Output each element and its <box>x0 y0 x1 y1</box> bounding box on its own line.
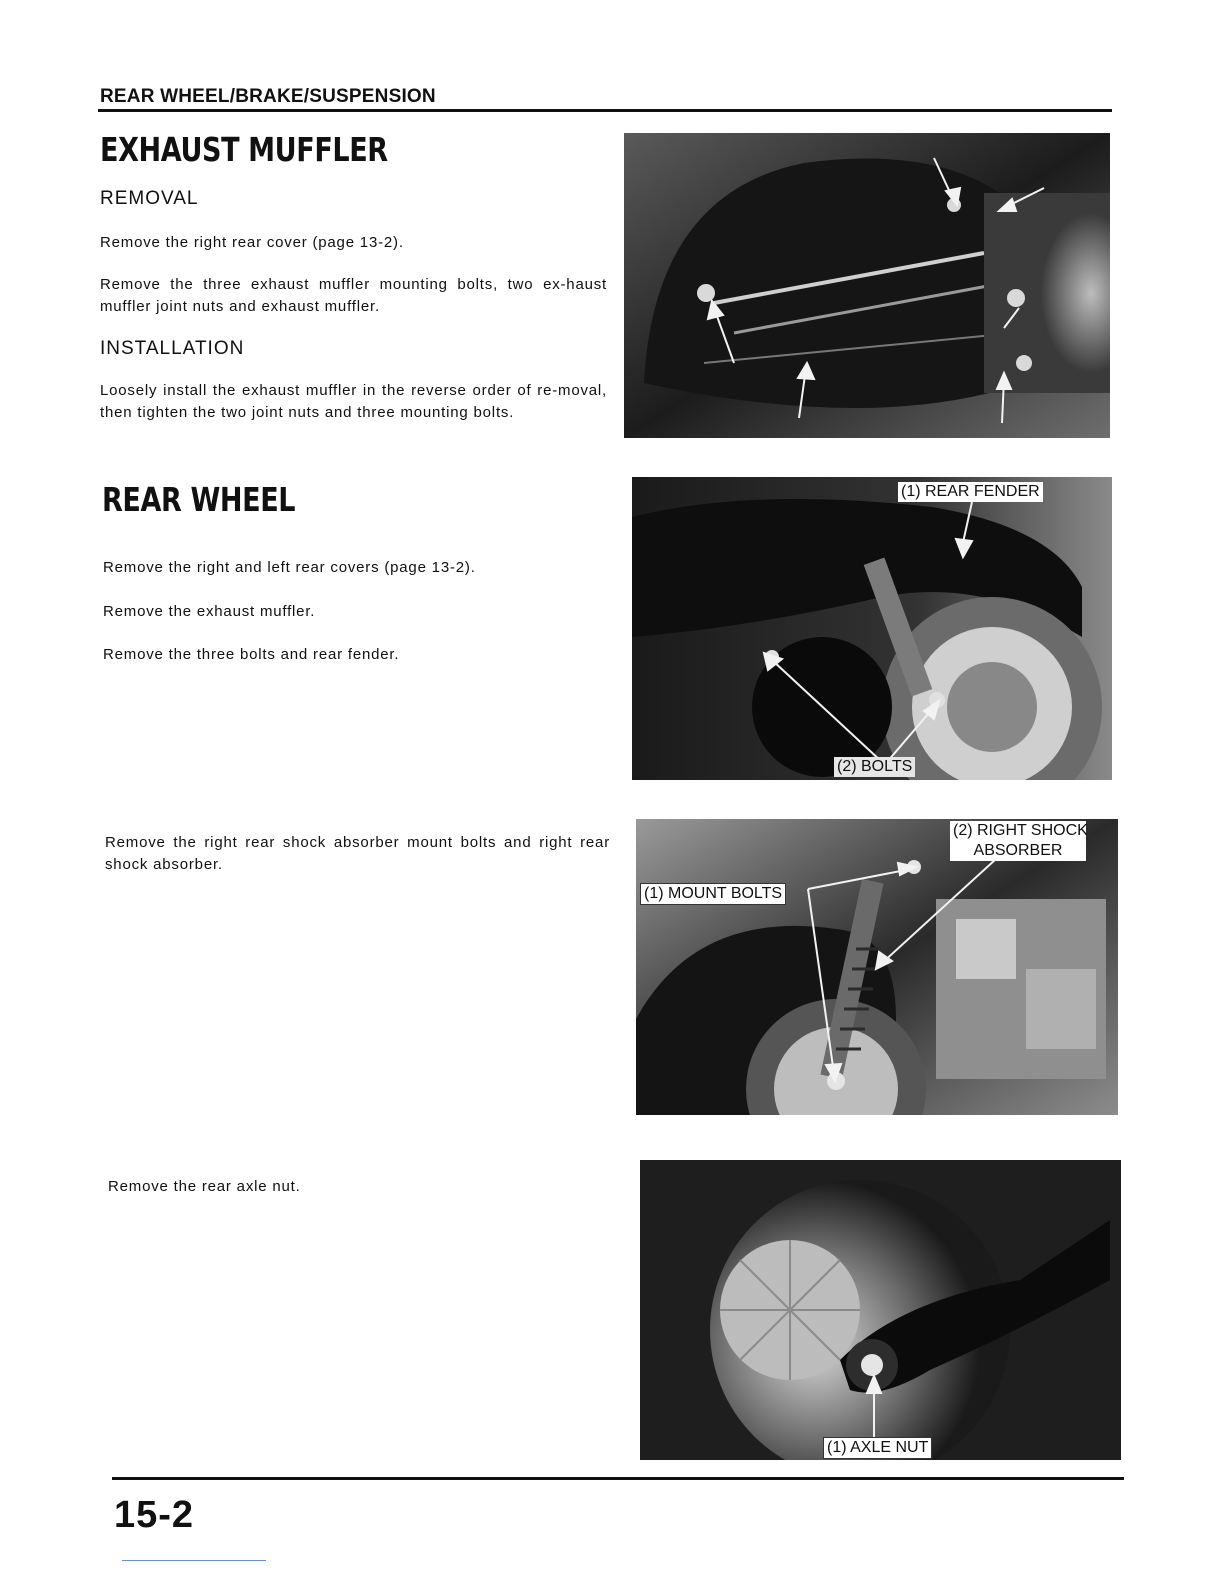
callout-mount-bolts: (1) MOUNT BOLTS <box>640 883 786 905</box>
footer-divider <box>112 1477 1124 1480</box>
callout-right-shock-absorber <box>950 821 1086 861</box>
page-number: 15-2 <box>114 1494 195 1536</box>
rear-wheel-title: REAR WHEEL <box>102 480 296 519</box>
installation-text: Loosely install the exhaust muffler in the reverse order of re-moval, then tighten the two joint nuts and three mounting bolts. <box>100 382 607 421</box>
installation-heading: INSTALLATION <box>100 338 245 359</box>
shock-absorber-photo <box>636 819 1118 1115</box>
header-divider <box>98 109 1112 112</box>
callout-right-shock-line1: (2) RIGHT SHOCK <box>953 822 1088 839</box>
rear-wheel-step-3: Remove the three bolts and rear fender. <box>103 646 400 663</box>
callout-right-shock-line2: ABSORBER <box>973 842 1063 859</box>
exhaust-muffler-title: EXHAUST MUFFLER <box>100 130 388 169</box>
rear-wheel-step-5: Remove the rear axle nut. <box>108 1178 301 1195</box>
removal-step-2: Remove the three exhaust muffler mounting bolts, two ex-haust muffler joint nuts and exhaust muffler. <box>100 276 607 315</box>
callout-axle-nut: (1) AXLE NUT <box>823 1437 932 1459</box>
rear-wheel-step-1: Remove the right and left rear covers (page 13-2). <box>103 559 476 576</box>
rear-fender-photo <box>632 477 1112 780</box>
callout-bolts: (2) BOLTS <box>834 757 915 777</box>
exhaust-muffler-photo <box>624 133 1110 438</box>
bottom-accent-line <box>122 1560 266 1561</box>
rear-wheel-step-4: Remove the right rear shock absorber mount bolts and right rear shock absorber. <box>105 834 610 873</box>
rear-wheel-step-2: Remove the exhaust muffler. <box>103 603 316 620</box>
section-header: REAR WHEEL/BRAKE/SUSPENSION <box>100 86 436 107</box>
axle-nut-photo <box>640 1160 1121 1460</box>
callout-rear-fender: (1) REAR FENDER <box>898 482 1043 502</box>
removal-step-1: Remove the right rear cover (page 13-2). <box>100 234 404 251</box>
removal-heading: REMOVAL <box>100 188 199 209</box>
